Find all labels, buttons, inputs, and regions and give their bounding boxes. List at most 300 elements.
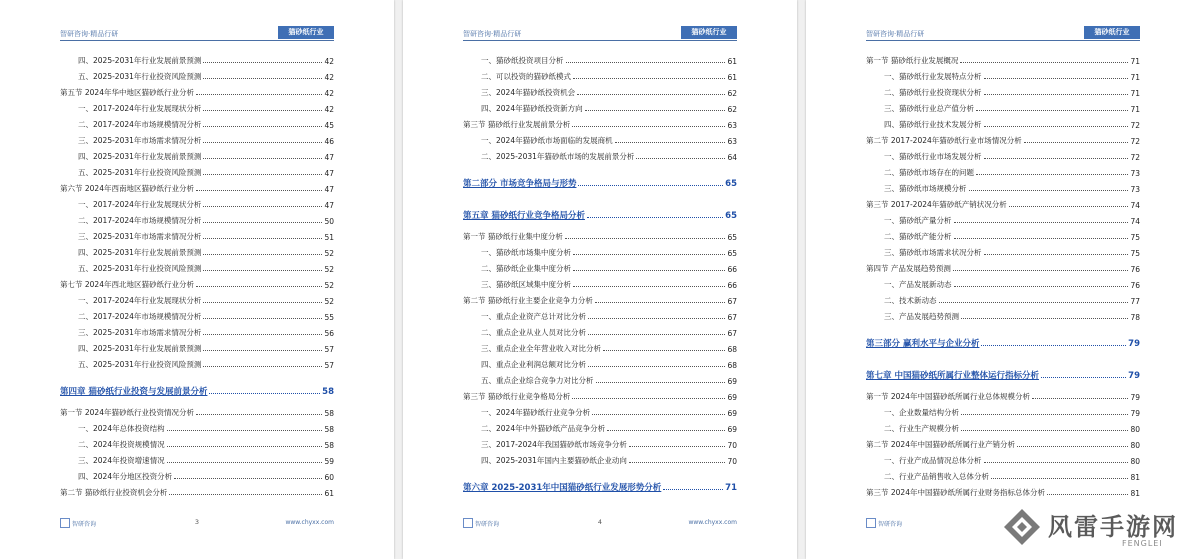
toc-entry-title: 第一节 猫砂纸行业发展概况 <box>866 56 959 65</box>
toc-entry-page: 55 <box>324 313 334 322</box>
toc-dot-leader <box>588 334 725 335</box>
toc-dot-leader <box>1017 446 1128 447</box>
toc-entry-title: 二、行业产品销售收入总体分析 <box>884 472 989 481</box>
toc-entry-page: 71 <box>1130 105 1140 114</box>
toc-dot-leader <box>572 126 725 127</box>
toc-dot-leader <box>573 254 725 255</box>
toc-entry[interactable] <box>60 178 334 194</box>
toc-dot-leader <box>565 238 726 239</box>
toc-entry-page: 45 <box>324 121 334 130</box>
toc-entry-page: 66 <box>727 281 737 290</box>
toc-dot-leader <box>954 238 1129 239</box>
toc-entry[interactable] <box>866 226 1140 242</box>
toc-dot-leader <box>960 62 1128 63</box>
toc-entry[interactable] <box>463 370 737 386</box>
toc-entry-page: 79 <box>1130 409 1140 418</box>
header-rule <box>866 40 1140 41</box>
toc-entry[interactable] <box>60 466 334 482</box>
toc-entry[interactable] <box>60 210 334 226</box>
toc-dot-leader <box>203 62 322 63</box>
toc-dot-leader <box>981 345 1126 346</box>
toc-entry[interactable] <box>60 354 334 370</box>
toc-entry-title: 三、猫砂纸区域集中度分析 <box>481 280 571 289</box>
toc-entry-page: 57 <box>324 361 334 370</box>
toc-entry[interactable] <box>866 130 1140 146</box>
toc-entry[interactable] <box>866 418 1140 434</box>
toc-entry[interactable] <box>866 386 1140 402</box>
toc-entry[interactable] <box>866 146 1140 162</box>
table-of-contents <box>60 50 334 498</box>
toc-dot-leader <box>203 318 322 319</box>
toc-entry[interactable] <box>866 258 1140 274</box>
toc-dot-leader <box>203 110 322 111</box>
toc-entry[interactable] <box>866 290 1140 306</box>
footer-website: www.chyxx.com <box>285 519 334 526</box>
toc-entry[interactable] <box>60 82 334 98</box>
document-page-4 <box>403 0 797 559</box>
toc-entry-page: 51 <box>324 233 334 242</box>
toc-dot-leader <box>167 462 323 463</box>
toc-entry-page: 61 <box>727 57 737 66</box>
toc-entry[interactable] <box>866 306 1140 322</box>
toc-entry-page: 65 <box>725 179 737 189</box>
toc-entry-title: 二、技术新动态 <box>884 296 937 305</box>
toc-entry-title: 第五节 2024年华中地区猫砂纸行业分析 <box>60 88 194 97</box>
toc-chapter-link[interactable] <box>60 370 334 402</box>
toc-entry-page: 59 <box>324 457 334 466</box>
toc-entry-page: 42 <box>324 105 334 114</box>
toc-entry[interactable] <box>463 450 737 466</box>
toc-entry-page: 61 <box>324 489 334 498</box>
toc-dot-leader <box>196 286 322 287</box>
toc-entry[interactable] <box>60 242 334 258</box>
toc-dot-leader <box>954 222 1129 223</box>
toc-entry-title: 三、猫砂纸市场需求状况分析 <box>884 248 982 257</box>
toc-entry-title: 第二节 猫砂纸行业主要企业竞争力分析 <box>463 296 593 305</box>
toc-dot-leader <box>203 78 322 79</box>
toc-entry-title: 第三节 猫砂纸行业发展前景分析 <box>463 120 571 129</box>
toc-dot-leader <box>596 382 726 383</box>
toc-dot-leader <box>954 286 1129 287</box>
toc-entry-title: 第二节 猫砂纸行业投资机会分析 <box>60 488 168 497</box>
footer-website: www.chyxx.com <box>688 519 737 526</box>
toc-chapter-link[interactable] <box>463 162 737 194</box>
table-of-contents <box>866 50 1140 498</box>
toc-dot-leader <box>203 270 322 271</box>
toc-entry[interactable] <box>463 82 737 98</box>
toc-dot-leader <box>984 94 1129 95</box>
toc-entry-page: 69 <box>727 393 737 402</box>
page-number: 4 <box>597 518 603 526</box>
toc-entry[interactable] <box>866 402 1140 418</box>
toc-entry-page: 72 <box>1130 121 1140 130</box>
header-industry-tab: 猫砂纸行业 <box>278 26 334 39</box>
toc-dot-leader <box>585 110 726 111</box>
toc-dot-leader <box>573 270 725 271</box>
toc-entry-title: 二、2025-2031年猫砂纸市场的发展前景分析 <box>481 152 635 161</box>
toc-dot-leader <box>1041 377 1126 378</box>
toc-entry-title: 五、2025-2031年行业投资风险预测 <box>78 360 202 369</box>
toc-entry-page: 71 <box>1130 89 1140 98</box>
toc-entry-page: 80 <box>1130 425 1140 434</box>
page-header <box>463 26 737 40</box>
toc-dot-leader <box>167 446 323 447</box>
page-header <box>866 26 1140 40</box>
header-rule <box>60 40 334 41</box>
toc-dot-leader <box>1032 398 1128 399</box>
toc-dot-leader <box>961 414 1128 415</box>
toc-entry[interactable] <box>866 434 1140 450</box>
toc-entry[interactable] <box>60 274 334 290</box>
toc-dot-leader <box>629 446 726 447</box>
toc-entry-page: 58 <box>324 425 334 434</box>
toc-entry-page: 77 <box>1130 297 1140 306</box>
toc-entry[interactable] <box>60 290 334 306</box>
toc-dot-leader <box>603 350 725 351</box>
toc-entry[interactable] <box>463 402 737 418</box>
toc-entry-title: 第七章 中国猫砂纸所属行业整体运行指标分析 <box>866 371 1039 381</box>
toc-entry-title: 一、2024年猫砂纸行业竞争分析 <box>481 408 591 417</box>
toc-entry-title: 第七节 2024年西北地区猫砂纸行业分析 <box>60 280 194 289</box>
toc-entry-page: 42 <box>324 89 334 98</box>
toc-entry-page: 67 <box>727 313 737 322</box>
toc-entry-title: 二、猫砂纸企业集中度分析 <box>481 264 571 273</box>
toc-entry-page: 70 <box>727 441 737 450</box>
toc-entry-title: 第二节 2024年中国猫砂纸所属行业产销分析 <box>866 440 1015 449</box>
toc-dot-leader <box>203 126 322 127</box>
footer-logo-icon <box>866 518 876 528</box>
toc-chapter-link[interactable] <box>463 194 737 226</box>
toc-entry-title: 四、2024年猫砂纸投资新方向 <box>481 104 583 113</box>
toc-entry-title: 一、重点企业资产总计对比分析 <box>481 312 586 321</box>
toc-entry-title: 二、猫砂纸行业投资现状分析 <box>884 88 982 97</box>
toc-entry-title: 四、猫砂纸行业技术发展分析 <box>884 120 982 129</box>
toc-entry-title: 一、猫砂纸市场集中度分析 <box>481 248 571 257</box>
toc-dot-leader <box>984 78 1129 79</box>
page-footer <box>463 518 737 530</box>
toc-chapter-link[interactable] <box>463 466 737 498</box>
toc-dot-leader <box>984 158 1129 159</box>
toc-dot-leader <box>969 190 1129 191</box>
toc-entry[interactable] <box>60 258 334 274</box>
toc-entry-title: 第二部分 市场竞争格局与形势 <box>463 179 577 189</box>
toc-entry[interactable] <box>866 114 1140 130</box>
toc-dot-leader <box>615 142 726 143</box>
toc-entry-title: 第四节 产品发展趋势预测 <box>866 264 951 273</box>
toc-entry-page: 52 <box>324 281 334 290</box>
toc-entry-page: 65 <box>727 249 737 258</box>
toc-entry-page: 79 <box>1130 393 1140 402</box>
toc-entry-page: 67 <box>727 297 737 306</box>
toc-entry[interactable] <box>60 402 334 418</box>
toc-entry[interactable] <box>60 194 334 210</box>
toc-entry[interactable] <box>463 386 737 402</box>
toc-entry[interactable] <box>463 50 737 66</box>
toc-dot-leader <box>203 366 322 367</box>
toc-entry[interactable] <box>463 130 737 146</box>
toc-entry[interactable] <box>463 434 737 450</box>
toc-entry-title: 二、2024年投资规模情况 <box>78 440 165 449</box>
toc-entry[interactable] <box>866 98 1140 114</box>
toc-entry-title: 第一节 猫砂纸行业集中度分析 <box>463 232 563 241</box>
toc-entry[interactable] <box>60 66 334 82</box>
toc-entry-page: 71 <box>725 483 737 493</box>
toc-entry-title: 五、2025-2031年行业投资风险预测 <box>78 264 202 273</box>
toc-entry[interactable] <box>60 306 334 322</box>
toc-entry-title: 第三节 猫砂纸行业竞争格局分析 <box>463 392 571 401</box>
toc-entry-title: 二、行业生产规模分析 <box>884 424 959 433</box>
toc-entry-title: 第二节 2017-2024年猫砂纸行业市场情况分析 <box>866 136 1022 145</box>
toc-dot-leader <box>203 142 322 143</box>
toc-dot-leader <box>1009 206 1129 207</box>
toc-dot-leader <box>976 174 1128 175</box>
toc-entry[interactable] <box>866 82 1140 98</box>
toc-dot-leader <box>203 254 322 255</box>
toc-entry-page: 79 <box>1128 371 1140 381</box>
toc-entry-title: 第三节 2017-2024年猫砂纸产销状况分析 <box>866 200 1007 209</box>
toc-entry-page: 80 <box>1130 457 1140 466</box>
toc-entry-title: 第六章 2025-2031年中国猫砂纸行业发展形势分析 <box>463 483 662 493</box>
toc-entry[interactable] <box>60 130 334 146</box>
toc-entry-page: 61 <box>727 73 737 82</box>
toc-entry[interactable] <box>463 98 737 114</box>
toc-entry-title: 三、2024年投资增速情况 <box>78 456 165 465</box>
toc-entry-title: 二、猫砂纸市场存在的问题 <box>884 168 974 177</box>
toc-entry-title: 三、2025-2031年市场需求情况分析 <box>78 232 202 241</box>
toc-entry-title: 四、2025-2031年行业发展前景预测 <box>78 56 202 65</box>
toc-entry[interactable] <box>60 98 334 114</box>
toc-entry-title: 第一节 2024年猫砂纸行业投资情况分析 <box>60 408 194 417</box>
toc-entry[interactable] <box>60 226 334 242</box>
toc-entry[interactable] <box>60 146 334 162</box>
toc-dot-leader <box>595 302 726 303</box>
toc-entry-title: 四、2025-2031年行业发展前景预测 <box>78 344 202 353</box>
toc-entry-page: 67 <box>727 329 737 338</box>
toc-entry-title: 三、猫砂纸行业总产值分析 <box>884 104 974 113</box>
toc-entry-title: 三、2024年猫砂纸投资机会 <box>481 88 576 97</box>
toc-entry-page: 68 <box>727 361 737 370</box>
toc-dot-leader <box>203 206 322 207</box>
toc-dot-leader <box>984 254 1129 255</box>
footer-brand: 智研咨询 <box>72 521 97 528</box>
toc-dot-leader <box>991 478 1128 479</box>
toc-entry-title: 第三部分 赢利水平与企业分析 <box>866 339 980 349</box>
toc-entry-page: 63 <box>727 121 737 130</box>
toc-chapter-link[interactable] <box>866 354 1140 386</box>
toc-entry-page: 52 <box>324 297 334 306</box>
toc-entry-page: 52 <box>324 249 334 258</box>
toc-entry-title: 四、2025-2031年国内主要猫砂纸企业动向 <box>481 456 627 465</box>
toc-entry-title: 三、重点企业全年营业收入对比分析 <box>481 344 601 353</box>
toc-entry[interactable] <box>463 290 737 306</box>
watermark-name: 风雷手游网 <box>1048 513 1178 541</box>
toc-chapter-link[interactable] <box>866 322 1140 354</box>
toc-entry[interactable] <box>463 258 737 274</box>
toc-entry-title: 一、猫砂纸产量分析 <box>884 216 952 225</box>
toc-entry-page: 58 <box>322 387 334 397</box>
toc-entry-page: 75 <box>1130 249 1140 258</box>
toc-entry-title: 三、猫砂纸市场规模分析 <box>884 184 967 193</box>
toc-entry[interactable] <box>60 418 334 434</box>
document-page-5 <box>806 0 1200 559</box>
toc-entry-page: 65 <box>727 233 737 242</box>
toc-entry-page: 52 <box>324 265 334 274</box>
toc-dot-leader <box>577 94 725 95</box>
toc-dot-leader <box>203 334 322 335</box>
toc-entry[interactable] <box>866 210 1140 226</box>
header-brand: 智研咨询·精品行研 <box>866 30 925 38</box>
toc-entry[interactable] <box>463 146 737 162</box>
toc-dot-leader <box>629 462 726 463</box>
watermark-subtitle: FENGLEI <box>1122 539 1163 548</box>
toc-dot-leader <box>203 302 322 303</box>
toc-entry-page: 69 <box>727 425 737 434</box>
toc-entry[interactable] <box>60 434 334 450</box>
toc-entry[interactable] <box>866 194 1140 210</box>
toc-entry-title: 一、2024年总体投资结构 <box>78 424 165 433</box>
toc-entry-title: 第六节 2024年西南地区猫砂纸行业分析 <box>60 184 194 193</box>
toc-dot-leader <box>566 62 726 63</box>
toc-entry-title: 三、2017-2024年我国猫砂纸市场竞争分析 <box>481 440 627 449</box>
toc-entry-title: 一、产品发展新动态 <box>884 280 952 289</box>
toc-entry[interactable] <box>866 66 1140 82</box>
table-of-contents <box>463 50 737 498</box>
toc-entry[interactable] <box>866 242 1140 258</box>
toc-dot-leader <box>588 366 725 367</box>
toc-dot-leader <box>592 414 725 415</box>
toc-entry-page: 68 <box>727 345 737 354</box>
toc-entry-page: 75 <box>1130 233 1140 242</box>
toc-entry-title: 四、2025-2031年行业发展前景预测 <box>78 248 202 257</box>
toc-entry-page: 72 <box>1130 137 1140 146</box>
watermark-logo-icon <box>1002 507 1042 547</box>
footer-brand: 智研咨询 <box>475 521 500 528</box>
toc-entry-page: 81 <box>1130 489 1140 498</box>
toc-dot-leader <box>984 462 1129 463</box>
toc-entry[interactable] <box>60 114 334 130</box>
toc-dot-leader <box>174 478 322 479</box>
toc-dot-leader <box>203 238 322 239</box>
toc-entry[interactable] <box>60 162 334 178</box>
toc-entry[interactable] <box>463 354 737 370</box>
toc-entry[interactable] <box>60 50 334 66</box>
toc-dot-leader <box>588 318 725 319</box>
toc-entry-page: 63 <box>727 137 737 146</box>
toc-dot-leader <box>953 270 1129 271</box>
toc-dot-leader <box>203 222 322 223</box>
toc-entry[interactable] <box>866 162 1140 178</box>
toc-entry-page: 57 <box>324 345 334 354</box>
toc-entry-page: 71 <box>1130 73 1140 82</box>
toc-dot-leader <box>1024 142 1129 143</box>
toc-entry-title: 一、2017-2024年行业发展现状分析 <box>78 296 202 305</box>
toc-entry-page: 50 <box>324 217 334 226</box>
toc-entry-title: 一、猫砂纸行业市场发展分析 <box>884 152 982 161</box>
header-industry-tab: 猫砂纸行业 <box>1084 26 1140 39</box>
toc-dot-leader <box>976 110 1128 111</box>
toc-dot-leader <box>578 185 723 186</box>
toc-dot-leader <box>573 78 725 79</box>
toc-dot-leader <box>196 190 322 191</box>
toc-entry-page: 70 <box>727 457 737 466</box>
toc-dot-leader <box>961 318 1128 319</box>
page-number: 3 <box>194 518 200 526</box>
toc-entry[interactable] <box>463 226 737 242</box>
toc-entry-title: 二、可以投资的猫砂纸模式 <box>481 72 571 81</box>
footer-brand: 智研咨询 <box>878 521 903 528</box>
toc-dot-leader <box>169 494 322 495</box>
document-page-3 <box>0 0 394 559</box>
toc-dot-leader <box>209 393 320 394</box>
toc-entry[interactable] <box>463 418 737 434</box>
toc-entry[interactable] <box>463 322 737 338</box>
toc-entry-title: 一、2017-2024年行业发展现状分析 <box>78 104 202 113</box>
header-rule <box>463 40 737 41</box>
toc-entry[interactable] <box>866 274 1140 290</box>
toc-entry-page: 73 <box>1130 185 1140 194</box>
toc-dot-leader <box>939 302 1129 303</box>
toc-entry[interactable] <box>866 482 1140 498</box>
toc-dot-leader <box>167 430 323 431</box>
toc-entry-title: 二、2017-2024年市场规模情况分析 <box>78 312 202 321</box>
toc-entry-title: 第三节 2024年中国猫砂纸所属行业财务指标总体分析 <box>866 488 1045 497</box>
toc-entry-page: 78 <box>1130 313 1140 322</box>
toc-entry-page: 42 <box>324 73 334 82</box>
toc-entry[interactable] <box>463 66 737 82</box>
toc-entry-title: 一、2017-2024年行业发展现状分析 <box>78 200 202 209</box>
toc-entry-title: 三、2025-2031年市场需求情况分析 <box>78 328 202 337</box>
toc-entry[interactable] <box>866 50 1140 66</box>
toc-dot-leader <box>663 489 723 490</box>
toc-entry-page: 47 <box>324 185 334 194</box>
toc-entry-page: 64 <box>727 153 737 162</box>
toc-entry[interactable] <box>60 482 334 498</box>
toc-entry[interactable] <box>60 322 334 338</box>
toc-entry-page: 76 <box>1130 281 1140 290</box>
toc-entry-title: 四、2025-2031年行业发展前景预测 <box>78 152 202 161</box>
toc-entry[interactable] <box>463 274 737 290</box>
toc-entry-page: 69 <box>727 409 737 418</box>
toc-entry[interactable] <box>866 178 1140 194</box>
toc-entry-title: 一、企业数量结构分析 <box>884 408 959 417</box>
toc-dot-leader <box>961 430 1128 431</box>
toc-entry-title: 二、猫砂纸产能分析 <box>884 232 952 241</box>
toc-entry[interactable] <box>866 466 1140 482</box>
toc-entry-page: 69 <box>727 377 737 386</box>
watermark <box>1002 505 1192 555</box>
toc-entry-page: 46 <box>324 137 334 146</box>
toc-dot-leader <box>607 430 725 431</box>
toc-entry-page: 47 <box>324 153 334 162</box>
toc-entry-page: 60 <box>324 473 334 482</box>
toc-entry[interactable] <box>866 450 1140 466</box>
toc-entry-page: 58 <box>324 441 334 450</box>
toc-dot-leader <box>572 398 725 399</box>
toc-entry-page: 71 <box>1130 57 1140 66</box>
toc-dot-leader <box>203 350 322 351</box>
toc-entry[interactable] <box>463 242 737 258</box>
toc-entry[interactable] <box>60 338 334 354</box>
header-brand: 智研咨询·精品行研 <box>463 30 522 38</box>
toc-entry[interactable] <box>463 114 737 130</box>
toc-entry[interactable] <box>463 306 737 322</box>
toc-entry[interactable] <box>463 338 737 354</box>
header-industry-tab: 猫砂纸行业 <box>681 26 737 39</box>
toc-entry-page: 74 <box>1130 201 1140 210</box>
toc-entry-title: 三、产品发展趋势预测 <box>884 312 959 321</box>
toc-entry-title: 三、2025-2031年市场需求情况分析 <box>78 136 202 145</box>
toc-entry[interactable] <box>60 450 334 466</box>
